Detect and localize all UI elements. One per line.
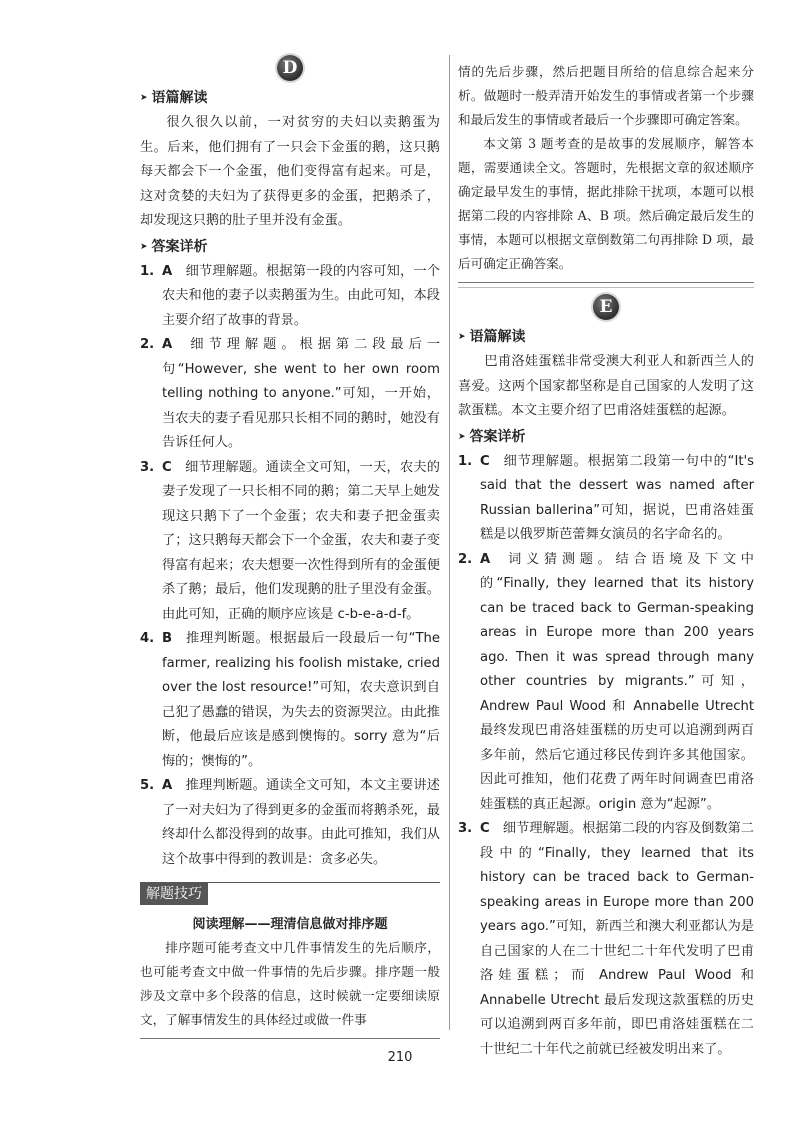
section-e-badge [458, 294, 754, 320]
pointer-arrow-icon: ➤ [458, 332, 466, 342]
answer-key: C [480, 821, 490, 836]
answer-number: 3. [140, 459, 155, 475]
reading-heading-label: 语篇解读 [151, 90, 208, 106]
answer-key: A [162, 337, 173, 352]
answer-heading-d [140, 236, 440, 258]
answer-text [480, 450, 754, 548]
answer-number: 3. [458, 821, 473, 836]
answer-item [458, 450, 754, 548]
answer-number: 1. [140, 263, 155, 279]
answer-explanation: 推理判断题。通读全文可知，本文主要讲述了一对夫妇为了得到更多的金蛋而将鹅杀死，最终却什么都没得到的故事。由此可推知，我们从这个故事中得到的教训是：贪多必失。 [162, 778, 440, 867]
tips-continued-text: 情的先后步骤，然后把题目所给的信息综合起来分析。做题时一般弄清开始发生的事情或者第一个步骤和最后发生的事情或者最后一个步骤即可确定答案。 [458, 64, 754, 127]
answer-key: C [162, 459, 172, 475]
answer-number: 2. [458, 551, 473, 567]
answer-explanation: 词义猜测题。结合语境及下文中的“Finally, they learned that its history can be traced back to German-speaking areas in Europe more than 200 years ago. Then it was spread through many other countries by migrants.”可知，Andrew Paul Wood 和 Annabelle Utrecht 最终发现巴甫洛娃蛋糕的历史可以追溯到两百多年前，然后它通过移民传到许多其他国家。因此可推知，他们花费了两年时间调查巴甫洛娃蛋糕的真正起源。origin 意为“起源”。 [480, 551, 754, 812]
answer-text [162, 774, 440, 872]
reading-heading-d [140, 87, 440, 109]
tips-end-rule [458, 282, 754, 283]
tips-text: 排序题可能考查文中几件事情发生的先后顺序，也可能考查文中做一件事情的先后步骤。排序题一般涉及文章中多个段落的信息，这时候就一定要细读原文，了解事情发生的具体经过或做一件事 [140, 940, 440, 1027]
answer-explanation: 细节理解题。根据第二段最后一句“However, she went to her own room telling nothing to anyone.”可知，一开始，当农夫的妻子看见那只长相不同的鹅时，她没有告诉任何人。 [162, 337, 440, 450]
answer-number: 4. [140, 631, 155, 646]
answer-item [140, 456, 440, 628]
answer-explanation: 细节理解题。根据第二段第一句中的“It's said that the dessert was named after Russian ballerina”可知，据说，巴甫洛娃蛋糕是以俄罗斯芭蕾舞女演员的名字命名的。 [480, 453, 754, 542]
pointer-arrow-icon: ➤ [458, 431, 466, 442]
answer-item [140, 627, 440, 774]
answer-number: 1. [458, 453, 473, 469]
tips-end-rule-thin [458, 287, 754, 288]
answer-explanation: 细节理解题。根据第一段的内容可知，一个农夫和他的妻子以卖鹅蛋为生。由此可知，本段主要介绍了故事的背景。 [162, 263, 440, 328]
section-d-letter: D [277, 55, 303, 81]
answer-key: A [480, 551, 491, 567]
answer-key: A [162, 263, 173, 279]
answer-key: B [162, 631, 173, 646]
tips-title: 解题技巧 [140, 883, 208, 905]
answer-text [162, 333, 440, 456]
answer-text [162, 456, 440, 628]
right-column [458, 60, 754, 1062]
answer-heading-e [458, 426, 754, 448]
reading-heading-label: 语篇解读 [469, 329, 526, 345]
answer-key: A [162, 778, 173, 793]
answer-item [458, 817, 754, 1062]
answer-number: 2. [140, 337, 155, 352]
answer-text [162, 627, 440, 774]
column-divider [449, 55, 450, 1030]
answer-list-e [458, 450, 754, 1063]
answer-heading-label: 答案详析 [469, 428, 526, 445]
section-d-badge [140, 55, 440, 81]
section-e-letter: E [593, 294, 619, 320]
page-number: 210 [387, 1050, 413, 1065]
answer-item [140, 333, 440, 456]
answer-text [480, 817, 754, 1062]
left-column [140, 55, 440, 1039]
tips-box [140, 882, 440, 1039]
reading-heading-e [458, 326, 754, 348]
answer-heading-label: 答案详析 [151, 238, 208, 255]
answer-item [140, 774, 440, 872]
answer-explanation: 推理判断题。根据最后一段最后一句“The farmer, realizing his foolish mistake, cried over the lost resource!”可知，农夫意识到自己犯了愚蠢的错误，为失去的资源哭泣。由此推断，他最后应该是感到懊悔的。sorry 意为“后悔的；懊悔的”。 [162, 631, 440, 769]
answer-text [480, 548, 754, 818]
tips-bottom-rule [140, 1032, 440, 1039]
answer-item [458, 548, 754, 818]
pointer-arrow-icon: ➤ [140, 93, 148, 103]
answer-key: C [480, 453, 490, 469]
reading-text-d: 很久很久以前，一对贫穷的夫妇以卖鹅蛋为生。后来，他们拥有了一只会下金蛋的鹅，这只鹅每天都会下一个金蛋，他们变得富有起来。可是，这对贪婪的夫妇为了获得更多的金蛋，把鹅杀了，却发现这只鹅的肚子里并没有金蛋。 [140, 115, 440, 228]
answer-explanation: 细节理解题。通读全文可知，一天，农夫的妻子发现了一只长相不同的鹅；第二天早上她发现这只鹅下了一个金蛋；农夫和妻子把金蛋卖了；这只鹅每天都会下一个金蛋，农夫和妻子变得富有起来；农夫想要一次性得到所有的金蛋便杀了鹅；最后，他们发现鹅的肚子里没有金蛋。由此可知，正确的顺序应该是 c-b-e-a-d-f。 [162, 459, 440, 622]
tips-subtitle: 阅读理解——理清信息做对排序题 [192, 917, 388, 932]
answer-number: 5. [140, 778, 155, 793]
answer-list-d [140, 260, 440, 873]
tips-example-text: 本文第 3 题考查的是故事的发展顺序，解答本题，需要通读全文。答题时，先根据文章的叙述顺序确定最早发生的事情，据此排除干扰项，本题可以根据第二段的内容排除 A、B 项。然后确定最后发生的事情，本题可以根据文章倒数第二句再排除 D 项，最后可确定正确答案。 [458, 136, 754, 271]
answer-text [162, 260, 440, 334]
pointer-arrow-icon: ➤ [140, 241, 148, 252]
answer-explanation: 细节理解题。根据第二段的内容及倒数第二段中的“Finally, they learned that its history can be traced back to German-speaking areas in Europe more than 200 years ago.”可知，新西兰和澳大利亚都认为是自己国家的人在二十世纪二十年代发明了巴甫洛娃蛋糕；而 Andrew Paul Wood 和 Annabelle Utrecht 最后发现这款蛋糕的历史可以追溯到两百多年前，即巴甫洛娃蛋糕在二十世纪二十年代之前就已经被发明出来了。 [480, 821, 754, 1057]
answer-item [140, 260, 440, 334]
reading-text-e: 巴甫洛娃蛋糕非常受澳大利亚人和新西兰人的喜爱。这两个国家都坚称是自己国家的人发明了这款蛋糕。本文主要介绍了巴甫洛娃蛋糕的起源。 [458, 354, 754, 418]
